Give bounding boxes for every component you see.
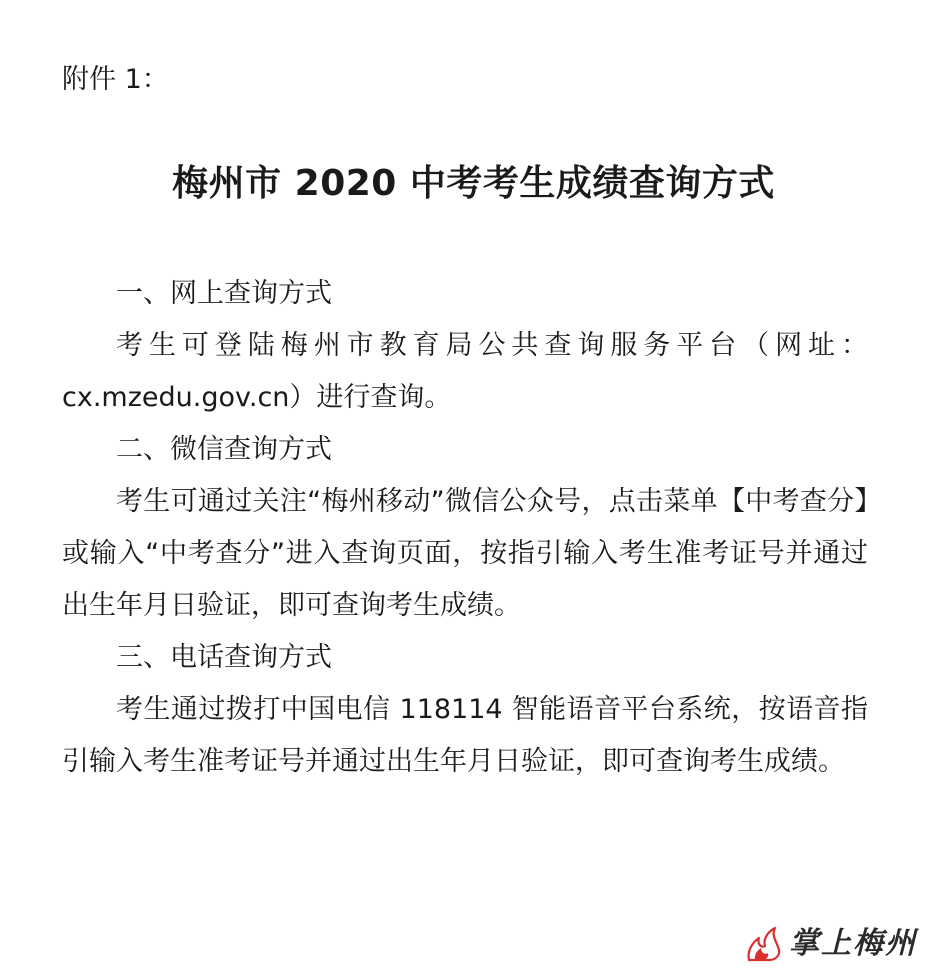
section-paragraph-phone: 考生通过拨打中国电信 118114 智能语音平台系统，按语音指引输入考生准考证号并通过出生年月日验证，即可查询考生成绩。 — [62, 694, 868, 777]
watermark-logo — [745, 926, 917, 962]
section-heading-wechat: 二、微信查询方式 — [116, 434, 332, 465]
section-heading-online: 一、网上查询方式 — [116, 278, 332, 309]
section-heading-phone: 三、电话查询方式 — [116, 642, 332, 673]
attachment-label: 附件 1： — [62, 64, 169, 95]
section-paragraph-online: 考生可登陆梅州市教育局公共查询服务平台（网址：cx.mzedu.gov.cn）进行查询。 — [62, 330, 868, 413]
section-paragraph-wechat: 考生可通过关注“梅州移动”微信公众号，点击菜单【中考查分】或输入“中考查分”进入查询页面，按指引输入考生准考证号并通过出生年月日验证，即可查询考生成绩。 — [62, 486, 868, 621]
logo-text: 掌上梅州 — [789, 926, 917, 961]
document-title: 梅州市 2020 中考考生成绩查询方式 — [172, 163, 775, 204]
document-body — [62, 268, 868, 788]
flame-logo-icon — [745, 926, 783, 962]
